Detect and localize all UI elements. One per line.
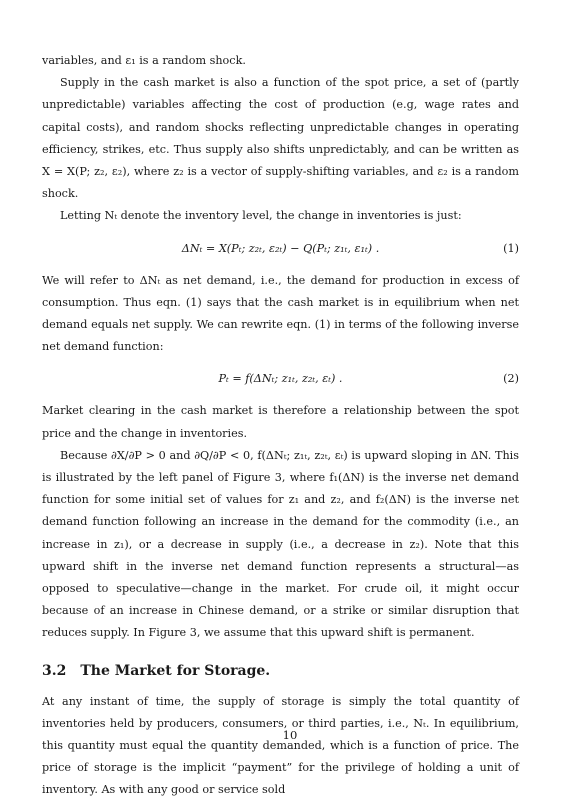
paragraph: Market clearing in the cash market is therefore a relationship between the spot price and the change in inventories. <box>42 404 519 440</box>
equation-body: Pₜ = f(ΔNₜ; z₁ₜ, z₂ₜ, εₜ) . <box>218 372 343 386</box>
paper-page <box>42 50 519 802</box>
page-number: 10 <box>282 728 298 742</box>
paragraph: Letting Nₜ denote the inventory level, the change in inventories is just: <box>60 209 462 223</box>
section-number: 3.2 <box>42 662 67 679</box>
section-heading <box>42 659 519 683</box>
paragraph: We will refer to ΔNₜ as net demand, i.e., the demand for production in excess of consumption. Thus eqn. (1) says that the cash market is in equilibrium when net demand equals net supply. We can rewrite eqn. (1) in terms of the following inverse net demand function: <box>42 273 519 354</box>
equation-body: ΔNₜ = X(Pₜ; z₂ₜ, ε₂ₜ) − Q(Pₜ; z₁ₜ, ε₁ₜ) . <box>181 241 380 255</box>
section-title: The Market for Storage. <box>80 662 271 679</box>
equation-number: (1) <box>503 241 519 255</box>
paragraph: At any instant of time, the supply of storage is simply the total quantity of inventories held by producers, consumers, or third parties, i.e., Nₜ. In equilibrium, this quantity must equal the quantity demanded, which is a function of price. The price of storage is the implicit “payment” for the privilege of holding a unit of inventory. As with any good or service sold <box>42 694 519 797</box>
paragraph: Because ∂X/∂P > 0 and ∂Q/∂P < 0, f(ΔNₜ; z₁ₜ, z₂ₜ, εₜ) is upward sloping in ΔN. This is illustrated by the left panel of Figure 3, where f₁(ΔN) is the inverse net demand function for some initial set of values for z₁ and z₂, and f₂(ΔN) is the inverse net demand function following an increase in the demand for the commodity (i.e., an increase in z₁), or a decrease in supply (i.e., a decrease in z₂). Note that this upward shift in the inverse net demand function represents a structural—as opposed to speculative—change in the market. For crude oil, it might occur because of an increase in Chinese demand, or a strike or similar disruption that reduces supply. In Figure 3, we assume that this upward shift is permanent. <box>42 448 519 640</box>
equation-1 <box>42 238 519 260</box>
paragraph: variables, and ε₁ is a random shock. <box>42 54 246 67</box>
equation-2 <box>42 368 519 390</box>
paragraph: Supply in the cash market is also a function of the spot price, a set of (partly unpredictable) variables affecting the cost of production (e.g, wage rates and capital costs), and random shocks reflecting unpredictable changes in operating efficiency, strikes, etc. Thus supply also shifts unpredictably, and can be written as X = X(P; z₂, ε₂), where z₂ is a vector of supply-shifting variables, and ε₂ is a random shock. <box>42 76 519 201</box>
equation-number: (2) <box>503 372 519 386</box>
